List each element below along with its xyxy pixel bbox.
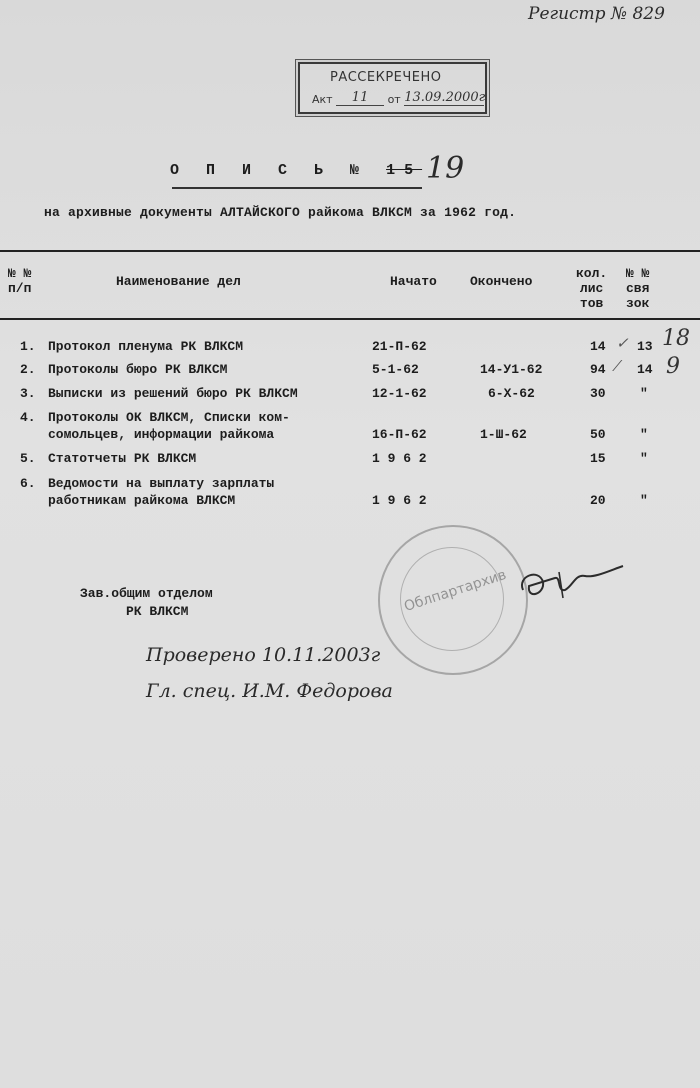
header-end: Окончено <box>470 274 533 289</box>
table-top-rule <box>0 250 700 252</box>
verification-line-1: Проверено 10.11.2003г <box>146 644 381 666</box>
stamp-details <box>312 90 484 106</box>
row-6-start: 1 9 6 2 <box>372 493 427 508</box>
row-5-sheets: 15 <box>590 451 606 466</box>
row-3-end: 6-Х-62 <box>488 386 535 401</box>
seal-text: Облпартархив <box>402 566 509 616</box>
row-1-num: 1. <box>20 339 36 354</box>
register-note: Регистр № 829 <box>528 4 665 24</box>
row-6-num: 6. <box>20 476 36 491</box>
row-6-name-line1: Ведомости на выплату зарплаты <box>48 476 275 491</box>
hand-correction-row-1: 18 <box>662 326 690 351</box>
row-3-num: 3. <box>20 386 36 401</box>
verification-line-2: Гл. спец. И.М. Федорова <box>146 680 393 702</box>
row-2-name: Протоколы бюро РК ВЛКСМ <box>48 362 228 377</box>
row-2-sheets: 94 <box>590 362 606 377</box>
row-4-start: 16-П-62 <box>372 427 427 442</box>
row-2-num: 2. <box>20 362 36 377</box>
stamp-title: РАССЕКРЕЧЕНО <box>330 70 442 85</box>
row-5-bundle: " <box>640 451 648 466</box>
stamp-act-label: Акт <box>312 93 333 106</box>
check-mark-icon: ⁄ <box>616 357 619 375</box>
declassified-stamp <box>298 62 487 114</box>
signer-line-2: РК ВЛКСМ <box>126 604 189 619</box>
signature-mark <box>515 558 625 608</box>
signer-line-1: Зав.общим отделом <box>80 586 213 601</box>
title-struck-number: 15 <box>386 162 423 179</box>
row-6-bundle: " <box>640 493 648 508</box>
table-header-rule <box>0 318 700 320</box>
row-4-name-line1: Протоколы ОК ВЛКСМ, Списки ком- <box>48 410 290 425</box>
row-6-sheets: 20 <box>590 493 606 508</box>
row-2-start: 5-1-62 <box>372 362 419 377</box>
title-label: О П И С Ь <box>170 162 333 179</box>
check-mark-icon: ✓ <box>616 334 629 352</box>
header-sheets: кол. лис тов <box>576 266 608 311</box>
row-5-name: Статотчеты РК ВЛКСМ <box>48 451 197 466</box>
row-4-bundle: " <box>640 427 648 442</box>
row-1-name: Протокол пленума РК ВЛКСМ <box>48 339 244 354</box>
row-5-num: 5. <box>20 451 36 466</box>
row-1-start: 21-П-62 <box>372 339 427 354</box>
row-3-sheets: 30 <box>590 386 606 401</box>
row-4-name-line2: сомольцев, информации райкома <box>48 427 275 442</box>
row-3-name: Выписки из решений бюро РК ВЛКСМ <box>48 386 298 401</box>
row-1-sheets: 14 <box>590 339 606 354</box>
archive-seal <box>378 525 528 675</box>
header-bundles: № № свя зок <box>626 266 650 311</box>
header-num: № № п/п <box>8 266 32 296</box>
title-underline <box>172 187 422 189</box>
title-hand-number: 19 <box>426 151 465 186</box>
hand-correction-row-2: 9 <box>666 354 680 379</box>
row-3-start: 12-1-62 <box>372 386 427 401</box>
row-3-bundle: " <box>640 386 648 401</box>
stamp-date: 13.09.2000г <box>404 90 486 105</box>
row-6-name-line2: работникам райкома ВЛКСМ <box>48 493 236 508</box>
row-5-start: 1 9 6 2 <box>372 451 427 466</box>
row-4-sheets: 50 <box>590 427 606 442</box>
document-title <box>170 162 422 179</box>
stamp-date-label: от <box>387 93 401 106</box>
row-4-end: 1-Ш-62 <box>480 427 527 442</box>
row-2-end: 14-У1-62 <box>480 362 543 377</box>
header-start: Начато <box>390 274 437 289</box>
document-subtitle: на архивные документы АЛТАЙСКОГО райкома ВЛКСМ за 1962 год. <box>44 205 517 220</box>
row-4-num: 4. <box>20 410 36 425</box>
row-2-bundle: 14 <box>637 362 653 377</box>
header-name: Наименование дел <box>116 274 241 289</box>
row-1-bundle: 13 <box>637 339 653 354</box>
title-number-sign: № <box>350 162 369 179</box>
stamp-act-number: 11 <box>351 90 369 105</box>
